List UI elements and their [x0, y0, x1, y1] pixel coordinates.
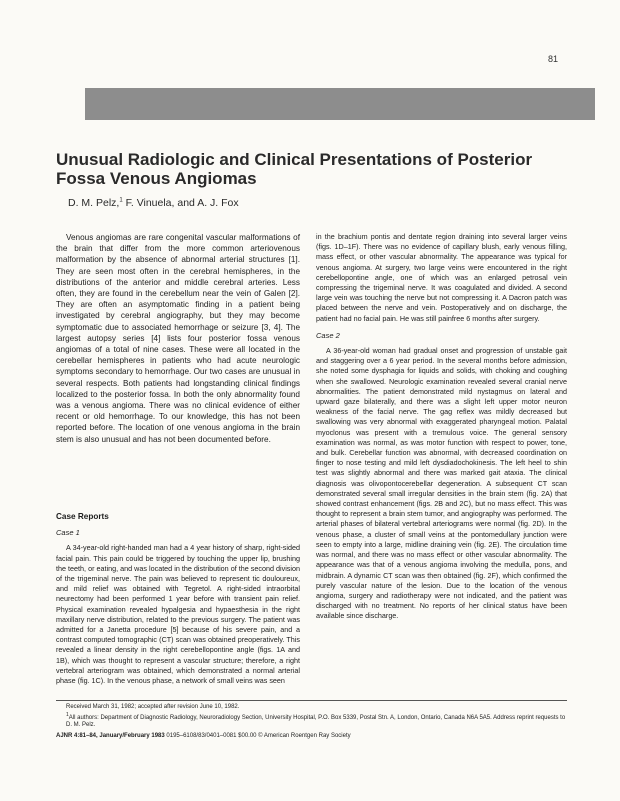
case-reports-column [56, 512, 300, 686]
affiliation-note [56, 712, 567, 730]
article-title: Unusual Radiologic and Clinical Presentations of Posterior Fossa Venous Angiomas [56, 150, 533, 188]
footnote-rule [56, 700, 567, 701]
case2-paragraph: A 36-year-old woman had gradual onset and progression of unstable gait and staggering over a 6 year period. In the several months before admission, she noted some dysphagia for liquids and solids, with choking and coughing when she swallowed. Neurologic examination revealed several cranial nerve abnormalities. The patient demonstrated mild nystagmus on lateral and upward gaze bilaterally, and there was a slight left upper motor neuron weakness of the facial nerve. The gag reflex was mildly decreased but swallowing was very abnormal with exaggerated pharyngeal motion. Palatal myoclonus was present with a tremulous voice. The general sensory examination was normal, as was motor function with respect to power, tone, and bulk. Cerebellar function was abnormal, with decreased coordination on finger to nose testing and mild left dysdiadochokinesis. The left heel to shin test was slightly abnormal and there was marked gait ataxia. The clinical diagnosis was olivopontocerebellar degeneration. A subsequent CT scan demonstrated several small irregular densities in the brain stem (fig. 2A) that showed contrast enhancement (figs. 2B and 2C), but no mass effect. This was thought to represent a brain stem tumor, and angiography was performed. The arterial phases of bilateral vertebral arteriograms were normal (fig. 2D). In the venous phase, a cluster of small veins at the pontomedullary junction were seen to empty into a large, midline draining vein (fig. 2E). The circulation time was normal, and there was no mass effect or other vascular abnormality. The appearance was that of a venous angioma involving the medulla, pons, and midbrain. A dynamic CT scan was then obtained (fig. 2F), which confirmed the purely vascular nature of the lesion. Due to the location of the venous angioma, surgery and radiotherapy were not indicated, and the patient was discharged with no treatment. No reports of her clinical status have been available since discharge. [316, 346, 567, 621]
author-rest: F. Vinuela, and A. J. Fox [122, 197, 239, 209]
page-number: 81 [548, 54, 559, 64]
case2-heading: Case 2 [316, 330, 340, 340]
author-first: D. M. Pelz, [68, 197, 120, 209]
footnotes [56, 704, 567, 740]
journal-citation [56, 733, 567, 741]
header-band [85, 88, 595, 120]
intro-paragraph: Venous angiomas are rare congenital vascular malformations of the brain that differ from the more common arteriovenous malformation by the absence of abnormal arterial structures [1]. They are seen most often in the cerebral hemispheres, in the distributions of the anterior and middle cerebral arteries. Less often, they are found in the cerebellum near the vein of Galen [2]. They are often an asymptomatic finding in a patient being investigated by cerebral angiography, but they may become symptomatic due to associated hemorrhage or seizure [3, 4]. The largest autopsy series [4] lists four posterior fossa venous angiomas of a total of nine cases. These were all located in the cerebellar hemispheres in patients who had acute neurologic symptoms secondary to hemorrhage. Our two cases are unusual in several respects. Both patients had longstanding clinical findings localized to the posterior fossa. In both the only abnormality found was a venous angioma. There was no clinical evidence of either recent or old hemorrhage. To our knowledge, this has not been reported before. The location of one venous angioma in the brain stem is also unusual and has not been documented before. [56, 233, 300, 444]
author-line [68, 197, 239, 209]
right-column [316, 232, 567, 622]
affiliation-text: All authors: Department of Diagnostic Radiology, Neuroradiology Section, University Hospital, P.O. Box 5339, Postal Stn. A, London, Ontario, Canada N6A 5A5. Address reprint requests to D. M. Pelz. [66, 714, 566, 729]
case-reports-heading: Case Reports [56, 512, 109, 521]
case1-heading: Case 1 [56, 528, 80, 538]
journal-name: AJNR 4:81–84, January/February 1983 [56, 732, 165, 739]
received-note: Received March 31, 1982; accepted after revision June 10, 1982. [66, 704, 240, 710]
affiliation-mark: 1 [66, 711, 69, 718]
intro-column [56, 232, 300, 445]
journal-rights: 0195–6108/83/0401–0081 $00.00 © American Roentgen Ray Society [164, 732, 351, 739]
case1-paragraph: A 34-year-old right-handed man had a 4 year history of sharp, right-sided facial pain. This pain could be triggered by touching the upper lip, brushing the teeth, or eating, and was located in the distribution of the second division of the trigeminal nerve. The pain was believed to represent tic douloureux, and mild relief was obtained with Tegretol. A right-sided intraorbital neurectomy had been performed 1 year before with transient pain relief. Physical examination revealed hypalgesia and hypaesthesia in the right maxillary nerve distribution, related to the previous surgery. The patient was admitted for a Janetta procedure [5] because of his severe pain, and a contrast computed tomographic (CT) scan was obtained preoperatively. This revealed a linear density in the right cerebellopontine angle (figs. 1A and 1B), which was thought to represent a vascular structure; therefore, a right vertebral arteriogram was obtained, which demonstrated a normal arterial phase (fig. 1C). In the venous phase, a network of small veins was seen [56, 543, 300, 686]
author-footnote-mark: 1 [119, 197, 123, 204]
case1-continuation: in the brachium pontis and dentate region draining into several larger veins (figs. 1D–1F). There was no evidence of capillary blush, early venous filling, mass effect, or other vascular abnormality. The appearance was typical for venous angioma. At surgery, two large veins were encountered in the right cerebellopontine angle, one of which was an enlarged petrosal vein compressing the trigeminal nerve. It was coagulated and divided. A second large vein was touching the nerve but not compressing it. A Dacron patch was placed between the nerve and vein. Postoperatively and on discharge, the patient had no facial pain. He was still painfree 6 months after surgery. [316, 232, 567, 323]
